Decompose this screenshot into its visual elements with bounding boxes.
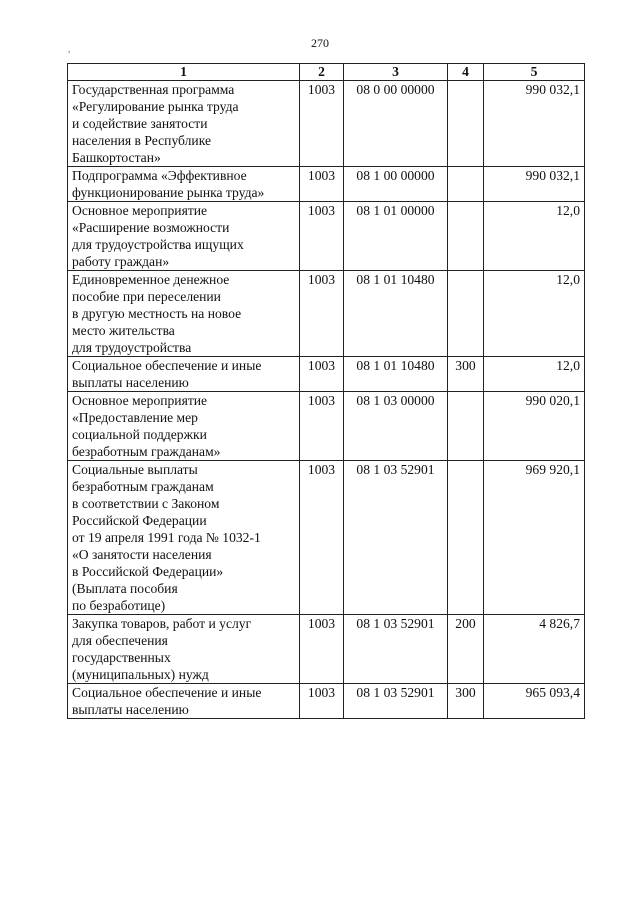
row-expense-type bbox=[448, 167, 484, 202]
row-amount: 990 032,1 bbox=[484, 81, 585, 167]
row-amount: 990 032,1 bbox=[484, 167, 585, 202]
row-target-article: 08 1 01 10480 bbox=[344, 357, 448, 392]
column-header-1: 1 bbox=[68, 64, 300, 81]
budget-table bbox=[67, 63, 585, 719]
table-row bbox=[68, 357, 585, 392]
row-name: Закупка товаров, работ и услуг для обеспечения государственных (муниципальных) нужд bbox=[68, 615, 300, 684]
row-amount: 965 093,4 bbox=[484, 684, 585, 719]
row-section-code: 1003 bbox=[300, 461, 344, 615]
row-target-article: 08 1 03 52901 bbox=[344, 684, 448, 719]
column-header-3: 3 bbox=[344, 64, 448, 81]
row-name: Основное мероприятие «Расширение возможности для трудоустройства ищущих работу граждан» bbox=[68, 202, 300, 271]
row-amount: 4 826,7 bbox=[484, 615, 585, 684]
page-number: 270 bbox=[311, 36, 329, 50]
table-header-row bbox=[68, 64, 585, 81]
column-header-5: 5 bbox=[484, 64, 585, 81]
row-expense-type bbox=[448, 392, 484, 461]
row-amount: 969 920,1 bbox=[484, 461, 585, 615]
column-header-4: 4 bbox=[448, 64, 484, 81]
row-target-article: 08 1 03 00000 bbox=[344, 392, 448, 461]
row-section-code: 1003 bbox=[300, 202, 344, 271]
row-target-article: 08 1 01 00000 bbox=[344, 202, 448, 271]
table-row bbox=[68, 202, 585, 271]
row-section-code: 1003 bbox=[300, 357, 344, 392]
row-target-article: 08 0 00 00000 bbox=[344, 81, 448, 167]
row-amount: 12,0 bbox=[484, 202, 585, 271]
table-row bbox=[68, 615, 585, 684]
row-name: Подпрограмма «Эффективное функционирование рынка труда» bbox=[68, 167, 300, 202]
scan-mark: , bbox=[68, 44, 71, 54]
row-target-article: 08 1 03 52901 bbox=[344, 615, 448, 684]
row-expense-type bbox=[448, 202, 484, 271]
row-amount: 12,0 bbox=[484, 357, 585, 392]
row-name: Социальное обеспечение и иные выплаты населению bbox=[68, 357, 300, 392]
table-row bbox=[68, 684, 585, 719]
row-section-code: 1003 bbox=[300, 615, 344, 684]
table-row bbox=[68, 392, 585, 461]
row-name: Социальное обеспечение и иные выплаты населению bbox=[68, 684, 300, 719]
table-row bbox=[68, 271, 585, 357]
row-target-article: 08 1 03 52901 bbox=[344, 461, 448, 615]
row-name: Социальные выплаты безработным гражданам в соответствии с Законом Российской Федерации от 19 апреля 1991 года № 1032-1 «О занятости населения в Российской Федерации» (Выплата пособия по безработице) bbox=[68, 461, 300, 615]
row-name: Основное мероприятие «Предоставление мер социальной поддержки безработным гражданам» bbox=[68, 392, 300, 461]
column-header-2: 2 bbox=[300, 64, 344, 81]
row-section-code: 1003 bbox=[300, 684, 344, 719]
row-expense-type bbox=[448, 271, 484, 357]
row-target-article: 08 1 01 10480 bbox=[344, 271, 448, 357]
row-expense-type: 300 bbox=[448, 357, 484, 392]
table-row bbox=[68, 81, 585, 167]
row-section-code: 1003 bbox=[300, 167, 344, 202]
table-row bbox=[68, 167, 585, 202]
row-expense-type: 200 bbox=[448, 615, 484, 684]
row-amount: 12,0 bbox=[484, 271, 585, 357]
row-expense-type: 300 bbox=[448, 684, 484, 719]
row-name: Единовременное денежное пособие при переселении в другую местность на новое место жительства для трудоустройства bbox=[68, 271, 300, 357]
row-expense-type bbox=[448, 81, 484, 167]
row-name: Государственная программа «Регулирование рынка труда и содействие занятости населения в Республике Башкортостан» bbox=[68, 81, 300, 167]
row-section-code: 1003 bbox=[300, 271, 344, 357]
row-section-code: 1003 bbox=[300, 392, 344, 461]
table-row bbox=[68, 461, 585, 615]
row-target-article: 08 1 00 00000 bbox=[344, 167, 448, 202]
row-expense-type bbox=[448, 461, 484, 615]
row-amount: 990 020,1 bbox=[484, 392, 585, 461]
row-section-code: 1003 bbox=[300, 81, 344, 167]
